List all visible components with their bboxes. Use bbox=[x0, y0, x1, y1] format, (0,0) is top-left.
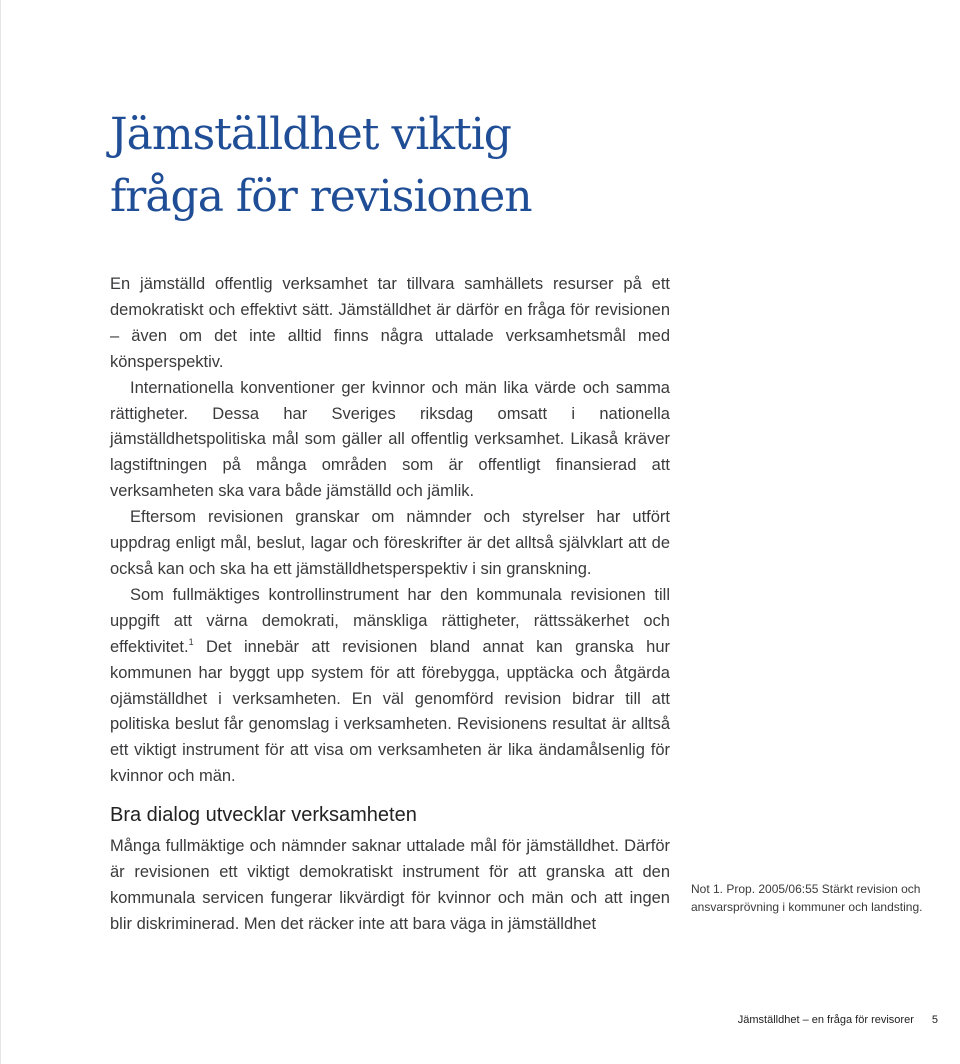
title-line-2: fråga för revisionen bbox=[110, 171, 532, 222]
section-paragraph: Många fullmäktige och nämnder saknar uttalade mål för jämställdhet. Därför är revisionen ett viktigt demokratiskt instrument för att granska att den kommunala servicen fungerar likvärdigt för kvinnor och män och att ingen blir diskriminerad. Men det räcker inte att bara väga in jämställdhet bbox=[110, 837, 670, 933]
section-heading: Bra dialog utvecklar verksamheten bbox=[110, 804, 417, 826]
section-text bbox=[110, 834, 670, 938]
paragraph-4-part-2: Det innebär att revisionen bland annat kan granska hur kommunen har byggt upp system för att förebygga, upptäcka och åtgärda ojämställdhet i verksamheten. En väl genomförd revision bidrar till att politiska beslut får genomslag i verksamheten. Revisionens resultat är alltså ett viktigt instrument för att visa om verksamheten är lika ändamålsenlig för kvinnor och män. bbox=[110, 637, 670, 786]
paragraph-4 bbox=[110, 583, 670, 790]
paragraph-3: Eftersom revisionen granskar om nämnder och styrelser har utfört uppdrag enligt mål, beslut, lagar och föreskrifter är det alltså självklart att de också kan och ska ha ett jämställdhetsperspektiv i sin granskning. bbox=[110, 508, 670, 578]
paragraph-4-part-1: Som fullmäktiges kontrollinstrument har den kommunala revisionen till uppgift att värna demokrati, mänskliga rättigheter, rättssäkerhet och effektivitet. bbox=[110, 585, 670, 656]
page-edge bbox=[0, 0, 1, 1064]
intro-text bbox=[110, 272, 670, 790]
footnote: Not 1. Prop. 2005/06:55 Stärkt revision och ansvarsprövning i kommuner och landsting. bbox=[691, 882, 923, 914]
running-title: Jämställdhet – en fråga för revisorer bbox=[737, 1014, 914, 1026]
title-line-1: Jämställdhet viktig bbox=[110, 109, 511, 160]
running-footer bbox=[738, 1012, 938, 1028]
paragraph-2: Internationella konventioner ger kvinnor och män lika värde och samma rättigheter. Dessa har Sveriges riksdag omsatt i nationella jämställdhetspolitiska mål som gäller all offentlig verksamhet. Likaså kräver lagstiftningen på många områden som är offentligt finansierad att verksamheten ska vara både jämställd och jämlik. bbox=[110, 378, 670, 501]
page-number: 5 bbox=[931, 1014, 938, 1026]
page-title bbox=[110, 104, 730, 228]
paragraph-1: En jämställd offentlig verksamhet tar tillvara samhällets resurser på ett demokratiskt och effektivt sätt. Jämställdhet är därför en fråga för revisionen – även om det inte alltid finns några uttalade verksamhetsmål med könsperspektiv. bbox=[110, 275, 670, 371]
footnote-marker: 1 bbox=[188, 636, 194, 647]
